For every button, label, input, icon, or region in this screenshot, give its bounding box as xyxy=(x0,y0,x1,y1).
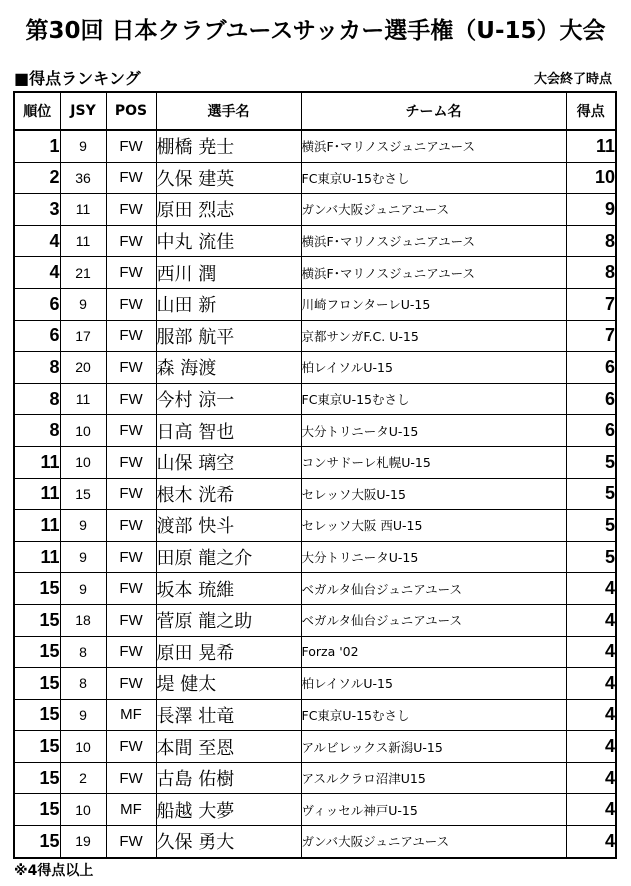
jersey-number-cell: 11 xyxy=(60,194,106,226)
position-cell: FW xyxy=(106,383,156,415)
position-cell: FW xyxy=(106,510,156,542)
rank-cell: 8 xyxy=(14,415,60,447)
position-cell: FW xyxy=(106,731,156,763)
position-cell: FW xyxy=(106,288,156,320)
jersey-number-cell: 9 xyxy=(60,130,106,162)
header-rank: 順位 xyxy=(14,92,60,130)
team-name-cell: セレッソ大阪U-15 xyxy=(301,478,566,510)
team-name-cell: コンサドーレ札幌U-15 xyxy=(301,446,566,478)
player-name-cell: 坂本 琉維 xyxy=(156,573,301,605)
goals-cell: 10 xyxy=(566,162,616,194)
table-row xyxy=(14,668,616,700)
table-row xyxy=(14,699,616,731)
table-row xyxy=(14,383,616,415)
jersey-number-cell: 19 xyxy=(60,826,106,858)
jersey-number-cell: 10 xyxy=(60,415,106,447)
team-name-cell: ベガルタ仙台ジュニアユース xyxy=(301,573,566,605)
goals-cell: 4 xyxy=(566,668,616,700)
jersey-number-cell: 10 xyxy=(60,731,106,763)
team-name-cell: ガンバ大阪ジュニアユース xyxy=(301,194,566,226)
jersey-number-cell: 8 xyxy=(60,636,106,668)
goals-cell: 6 xyxy=(566,415,616,447)
table-row xyxy=(14,446,616,478)
jersey-number-cell: 17 xyxy=(60,320,106,352)
team-name-cell: 京都サンガF.C. U-15 xyxy=(301,320,566,352)
table-row xyxy=(14,352,616,384)
rank-cell: 15 xyxy=(14,731,60,763)
table-row xyxy=(14,510,616,542)
goals-cell: 7 xyxy=(566,288,616,320)
table-row xyxy=(14,604,616,636)
section-title: ■得点ランキング xyxy=(14,69,141,88)
jersey-number-cell: 11 xyxy=(60,225,106,257)
player-name-cell: 日高 智也 xyxy=(156,415,301,447)
team-name-cell: FC東京U-15むさし xyxy=(301,162,566,194)
jersey-number-cell: 18 xyxy=(60,604,106,636)
position-cell: FW xyxy=(106,826,156,858)
goals-cell: 5 xyxy=(566,446,616,478)
team-name-cell: 柏レイソルU-15 xyxy=(301,668,566,700)
player-name-cell: 堤 健太 xyxy=(156,668,301,700)
goals-cell: 8 xyxy=(566,225,616,257)
goals-cell: 9 xyxy=(566,194,616,226)
position-cell: FW xyxy=(106,541,156,573)
team-name-cell: 横浜F･マリノスジュニアユース xyxy=(301,257,566,289)
player-name-cell: 原田 晃希 xyxy=(156,636,301,668)
table-row xyxy=(14,541,616,573)
jersey-number-cell: 9 xyxy=(60,288,106,320)
goals-cell: 6 xyxy=(566,352,616,384)
player-name-cell: 根木 洸希 xyxy=(156,478,301,510)
team-name-cell: FC東京U-15むさし xyxy=(301,383,566,415)
goals-cell: 4 xyxy=(566,636,616,668)
rank-cell: 6 xyxy=(14,288,60,320)
jersey-number-cell: 10 xyxy=(60,446,106,478)
goals-cell: 6 xyxy=(566,383,616,415)
player-name-cell: 西川 潤 xyxy=(156,257,301,289)
table-body xyxy=(14,130,616,858)
player-name-cell: 菅原 龍之助 xyxy=(156,604,301,636)
footnote: ※4得点以上 xyxy=(14,863,94,879)
goals-cell: 4 xyxy=(566,731,616,763)
table-row xyxy=(14,762,616,794)
header-jsy: JSY xyxy=(60,92,106,130)
table-row xyxy=(14,320,616,352)
team-name-cell: 大分トリニータU-15 xyxy=(301,541,566,573)
jersey-number-cell: 21 xyxy=(60,257,106,289)
jersey-number-cell: 11 xyxy=(60,383,106,415)
position-cell: FW xyxy=(106,415,156,447)
team-name-cell: 大分トリニータU-15 xyxy=(301,415,566,447)
jersey-number-cell: 8 xyxy=(60,668,106,700)
position-cell: MF xyxy=(106,794,156,826)
rank-cell: 15 xyxy=(14,699,60,731)
position-cell: FW xyxy=(106,668,156,700)
player-name-cell: 田原 龍之介 xyxy=(156,541,301,573)
table-row xyxy=(14,288,616,320)
jersey-number-cell: 9 xyxy=(60,699,106,731)
rank-cell: 15 xyxy=(14,604,60,636)
jersey-number-cell: 9 xyxy=(60,541,106,573)
rank-cell: 6 xyxy=(14,320,60,352)
table-row xyxy=(14,636,616,668)
team-name-cell: Forza '02 xyxy=(301,636,566,668)
position-cell: FW xyxy=(106,320,156,352)
goals-cell: 4 xyxy=(566,604,616,636)
team-name-cell: 横浜F･マリノスジュニアユース xyxy=(301,225,566,257)
player-name-cell: 久保 建英 xyxy=(156,162,301,194)
team-name-cell: ベガルタ仙台ジュニアユース xyxy=(301,604,566,636)
player-name-cell: 棚橋 尭士 xyxy=(156,130,301,162)
team-name-cell: アルビレックス新潟U-15 xyxy=(301,731,566,763)
player-name-cell: 本間 至恩 xyxy=(156,731,301,763)
player-name-cell: 森 海渡 xyxy=(156,352,301,384)
rank-cell: 15 xyxy=(14,762,60,794)
rank-cell: 2 xyxy=(14,162,60,194)
rank-cell: 15 xyxy=(14,826,60,858)
team-name-cell: FC東京U-15むさし xyxy=(301,699,566,731)
position-cell: FW xyxy=(106,573,156,605)
team-name-cell: 川崎フロンターレU-15 xyxy=(301,288,566,320)
table-row xyxy=(14,731,616,763)
page-title: 第30回 日本クラブユースサッカー選手権（U-15）大会 xyxy=(25,18,606,44)
player-name-cell: 長澤 壮竜 xyxy=(156,699,301,731)
position-cell: FW xyxy=(106,604,156,636)
player-name-cell: 今村 涼一 xyxy=(156,383,301,415)
table-row xyxy=(14,826,616,858)
position-cell: FW xyxy=(106,636,156,668)
table-row xyxy=(14,478,616,510)
scoring-ranking-table xyxy=(13,91,617,859)
position-cell: FW xyxy=(106,162,156,194)
team-name-cell: 横浜F･マリノスジュニアユース xyxy=(301,130,566,162)
jersey-number-cell: 2 xyxy=(60,762,106,794)
player-name-cell: 山保 璃空 xyxy=(156,446,301,478)
table-row xyxy=(14,573,616,605)
goals-cell: 4 xyxy=(566,762,616,794)
player-name-cell: 服部 航平 xyxy=(156,320,301,352)
team-name-cell: ヴィッセル神戸U-15 xyxy=(301,794,566,826)
player-name-cell: 山田 新 xyxy=(156,288,301,320)
position-cell: FW xyxy=(106,478,156,510)
position-cell: FW xyxy=(106,352,156,384)
rank-cell: 8 xyxy=(14,383,60,415)
rank-cell: 15 xyxy=(14,794,60,826)
goals-cell: 4 xyxy=(566,573,616,605)
rank-cell: 1 xyxy=(14,130,60,162)
jersey-number-cell: 9 xyxy=(60,573,106,605)
position-cell: FW xyxy=(106,446,156,478)
table-row xyxy=(14,194,616,226)
goals-cell: 4 xyxy=(566,699,616,731)
player-name-cell: 原田 烈志 xyxy=(156,194,301,226)
table-row xyxy=(14,162,616,194)
rank-cell: 11 xyxy=(14,446,60,478)
player-name-cell: 久保 勇大 xyxy=(156,826,301,858)
team-name-cell: 柏レイソルU-15 xyxy=(301,352,566,384)
jersey-number-cell: 9 xyxy=(60,510,106,542)
table-row xyxy=(14,415,616,447)
rank-cell: 11 xyxy=(14,541,60,573)
goals-cell: 8 xyxy=(566,257,616,289)
rank-cell: 15 xyxy=(14,573,60,605)
table-header-row xyxy=(14,92,616,130)
table-row xyxy=(14,225,616,257)
jersey-number-cell: 15 xyxy=(60,478,106,510)
rank-cell: 15 xyxy=(14,668,60,700)
player-name-cell: 渡部 快斗 xyxy=(156,510,301,542)
header-team: チーム名 xyxy=(301,92,566,130)
rank-cell: 4 xyxy=(14,225,60,257)
goals-cell: 4 xyxy=(566,826,616,858)
goals-cell: 5 xyxy=(566,541,616,573)
header-player: 選手名 xyxy=(156,92,301,130)
goals-cell: 7 xyxy=(566,320,616,352)
goals-cell: 11 xyxy=(566,130,616,162)
position-cell: FW xyxy=(106,762,156,794)
team-name-cell: アスルクラロ沼津U15 xyxy=(301,762,566,794)
header-pos: POS xyxy=(106,92,156,130)
rank-cell: 15 xyxy=(14,636,60,668)
table-row xyxy=(14,794,616,826)
goals-cell: 5 xyxy=(566,478,616,510)
rank-cell: 8 xyxy=(14,352,60,384)
position-cell: FW xyxy=(106,194,156,226)
goals-cell: 4 xyxy=(566,794,616,826)
team-name-cell: ガンバ大阪ジュニアユース xyxy=(301,826,566,858)
player-name-cell: 船越 大夢 xyxy=(156,794,301,826)
jersey-number-cell: 20 xyxy=(60,352,106,384)
table-row xyxy=(14,257,616,289)
as-of-label: 大会終了時点 xyxy=(533,72,612,87)
jersey-number-cell: 36 xyxy=(60,162,106,194)
table-row xyxy=(14,130,616,162)
player-name-cell: 古島 佑樹 xyxy=(156,762,301,794)
team-name-cell: セレッソ大阪 西U-15 xyxy=(301,510,566,542)
player-name-cell: 中丸 流佳 xyxy=(156,225,301,257)
rank-cell: 3 xyxy=(14,194,60,226)
position-cell: FW xyxy=(106,257,156,289)
position-cell: MF xyxy=(106,699,156,731)
goals-cell: 5 xyxy=(566,510,616,542)
position-cell: FW xyxy=(106,130,156,162)
rank-cell: 4 xyxy=(14,257,60,289)
rank-cell: 11 xyxy=(14,478,60,510)
header-goals: 得点 xyxy=(566,92,616,130)
rank-cell: 11 xyxy=(14,510,60,542)
position-cell: FW xyxy=(106,225,156,257)
jersey-number-cell: 10 xyxy=(60,794,106,826)
